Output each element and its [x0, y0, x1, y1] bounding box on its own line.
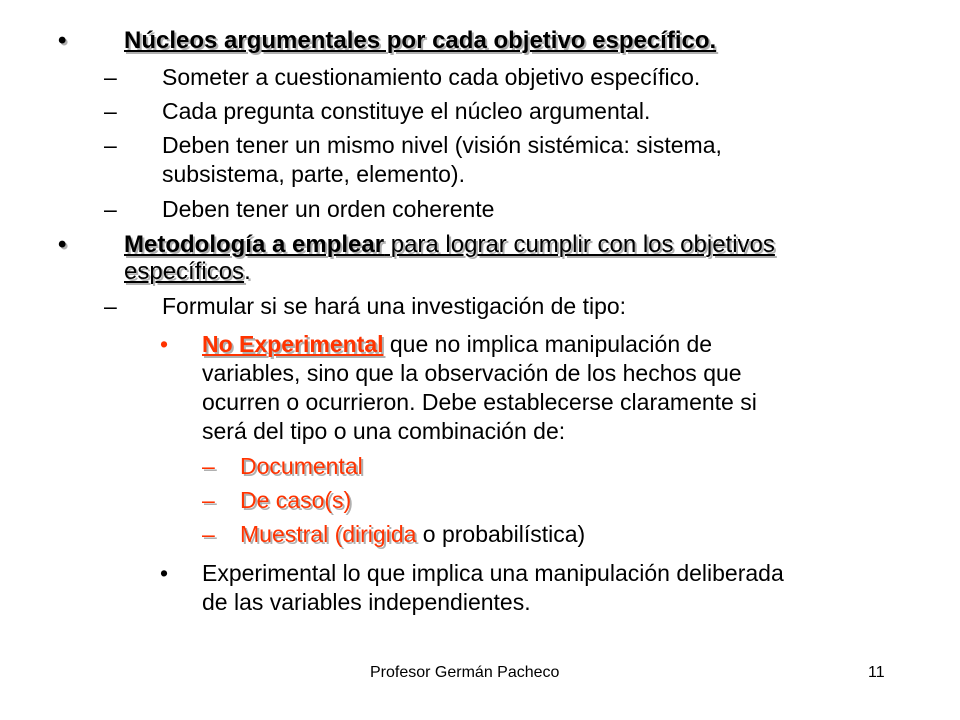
- type-documental: Documental: [240, 453, 363, 479]
- bullet1-item1-marker: –: [104, 64, 117, 90]
- bullet2-heading-period: .: [244, 258, 251, 285]
- bullet2-sub-text: Formular si se hará una investigación de tipo:: [162, 293, 627, 319]
- bullet1-marker: •: [58, 27, 67, 54]
- bullet2-heading-line1: [124, 232, 775, 258]
- experimental-line2: de las variables independientes.: [202, 589, 531, 615]
- type-muestral-suffix: o probabilística): [416, 521, 586, 547]
- no-experimental-line1-rest: que no implica manipulación de: [383, 331, 713, 357]
- bullet2-heading-rest: para lograr cumplir con los objetivos: [384, 231, 775, 258]
- bullet1-item3-line2: subsistema, parte, elemento).: [162, 161, 465, 187]
- bullet1-item2: Cada pregunta constituye el núcleo argumental.: [162, 98, 651, 124]
- bullet1-item3-marker: –: [104, 132, 117, 158]
- bullet2-marker: •: [58, 231, 67, 258]
- footer-page-number: 11: [868, 664, 885, 681]
- bullet1-item4: Deben tener un orden coherente: [162, 196, 495, 222]
- type-caso-marker: –: [202, 487, 215, 513]
- type-documental-marker: –: [202, 453, 215, 479]
- bullet1-item1: Someter a cuestionamiento cada objetivo específico.: [162, 64, 701, 90]
- bullet2-emphasis: Metodología a emplear: [124, 231, 385, 258]
- no-experimental-line2: variables, sino que la observación de los hechos que: [202, 360, 742, 386]
- bullet1-item3-line1: Deben tener un mismo nivel (visión sistémica: sistema,: [162, 132, 722, 158]
- type-muestral: [240, 521, 585, 547]
- no-experimental-line4: será del tipo o una combinación de:: [202, 418, 566, 444]
- bullet1-heading: Núcleos argumentales por cada objetivo específico.: [124, 27, 717, 54]
- type-caso: De caso(s): [240, 487, 352, 513]
- bullet1-item4-marker: –: [104, 196, 117, 222]
- bullet1-item2-marker: –: [104, 98, 117, 124]
- experimental-marker: •: [160, 560, 169, 586]
- type-muestral-emphasis: Muestral (dirigida: [240, 521, 417, 547]
- experimental-line1: Experimental lo que implica una manipulación deliberada: [202, 560, 784, 586]
- no-experimental-line3: ocurren o ocurrieron. Debe establecerse claramente si: [202, 389, 757, 415]
- no-experimental-emphasis: No Experimental: [202, 331, 384, 357]
- no-experimental-line1: [202, 331, 712, 357]
- footer-author: Profesor Germán Pacheco: [370, 664, 560, 681]
- bullet2-sub-marker: –: [104, 293, 117, 319]
- no-experimental-marker: •: [160, 331, 169, 357]
- bullet2-heading-line2-text: específicos: [124, 258, 245, 285]
- type-muestral-marker: –: [202, 521, 215, 547]
- bullet2-heading-line2: [124, 259, 251, 285]
